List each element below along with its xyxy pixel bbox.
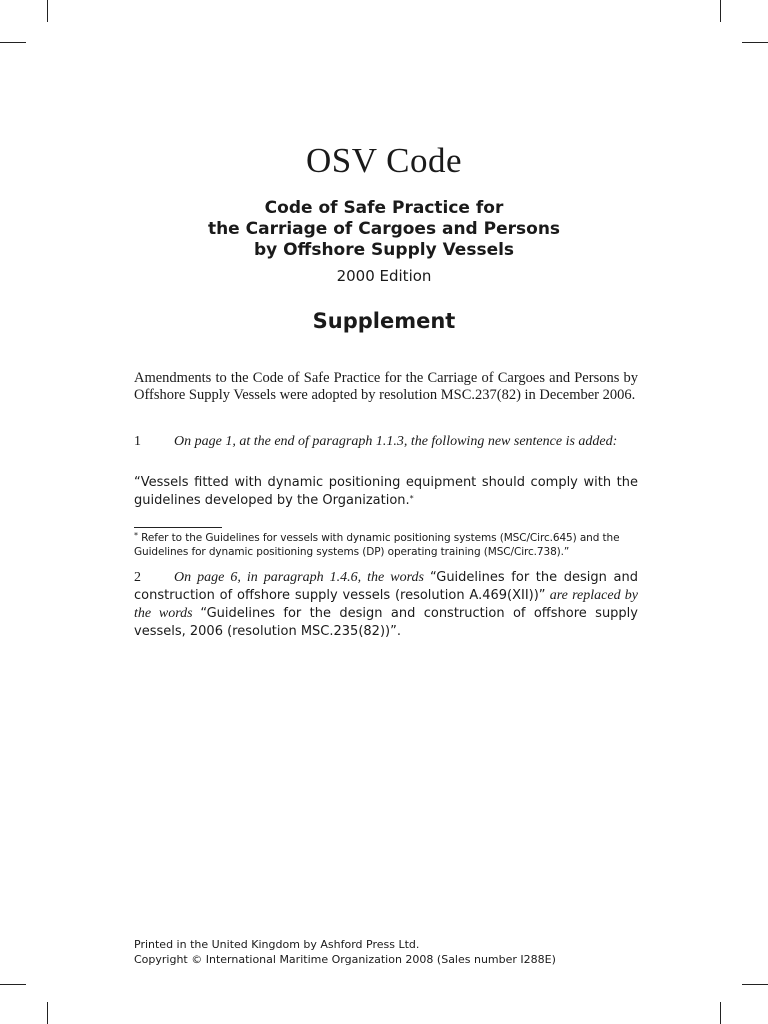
- amendment-1-text: On page 1, at the end of paragraph 1.1.3, the following new sentence is added:: [174, 434, 618, 449]
- page-title: OSV Code: [305, 141, 462, 180]
- footnote-divider: [134, 527, 222, 528]
- imprint: [134, 937, 556, 967]
- crop-mark-bottom-right: [720, 1002, 721, 1024]
- amendment-1-quote-text: “Vessels fitted with dynamic positioning equipment should comply with the guidelines developed by the Organization.: [134, 475, 638, 508]
- intro-paragraph: Amendments to the Code of Safe Practice for the Carriage of Cargoes and Persons by Offshore Supply Vessels were adopted by resolution MSC.237(82) in December 2006.: [134, 370, 638, 403]
- amendment-2-number: 2: [134, 570, 141, 585]
- subtitle-line-3: by Offshore Supply Vessels: [253, 240, 515, 260]
- amendment-1-instruction: [134, 433, 638, 450]
- amendment-1-quote: [134, 474, 638, 510]
- crop-mark-bottom-left: [47, 1002, 48, 1024]
- page-subtitle: [0, 198, 768, 261]
- amendment-1-number: 1: [134, 434, 141, 449]
- crop-mark-top-left: [47, 0, 48, 22]
- amendment-2-instruction-start: On page 6, in paragraph 1.4.6, the words: [174, 570, 430, 585]
- subtitle-line-2: the Carriage of Cargoes and Persons: [207, 219, 561, 239]
- copyright-line: Copyright © International Maritime Organization 2008 (Sales number I288E): [134, 953, 556, 966]
- footnote-text: Refer to the Guidelines for vessels with dynamic positioning systems (MSC/Circ.645) and the Guidelines for dynamic positioning systems (DP) operating training (MSC/Circ.738).”: [134, 532, 620, 558]
- crop-mark-bottom-left-horizontal: [0, 984, 26, 985]
- edition-label: 2000 Edition: [336, 267, 432, 285]
- crop-mark-bottom-right-horizontal: [742, 984, 768, 985]
- footnote-reference: *: [409, 494, 414, 503]
- supplement-heading: Supplement: [312, 309, 456, 333]
- amendment-2: [134, 569, 638, 641]
- crop-mark-top-left-horizontal: [0, 42, 26, 43]
- footnote-marker: *: [134, 531, 138, 540]
- amendment-2-instruction-middle: are replaced by the words: [134, 588, 638, 621]
- amendment-2-new-title: “Guidelines for the design and construction of offshore supply vessels, 2006 (resolution MSC.235(82))”.: [134, 606, 638, 639]
- printer-line: Printed in the United Kingdom by Ashford Press Ltd.: [134, 938, 420, 951]
- crop-mark-top-right: [720, 0, 721, 22]
- crop-mark-top-right-horizontal: [742, 42, 768, 43]
- footnote: [134, 531, 638, 559]
- amendment-2-old-title: “Guidelines for the design and construction of offshore supply vessels (resolution A.469(XII))”: [134, 570, 638, 603]
- subtitle-line-1: Code of Safe Practice for: [264, 198, 504, 218]
